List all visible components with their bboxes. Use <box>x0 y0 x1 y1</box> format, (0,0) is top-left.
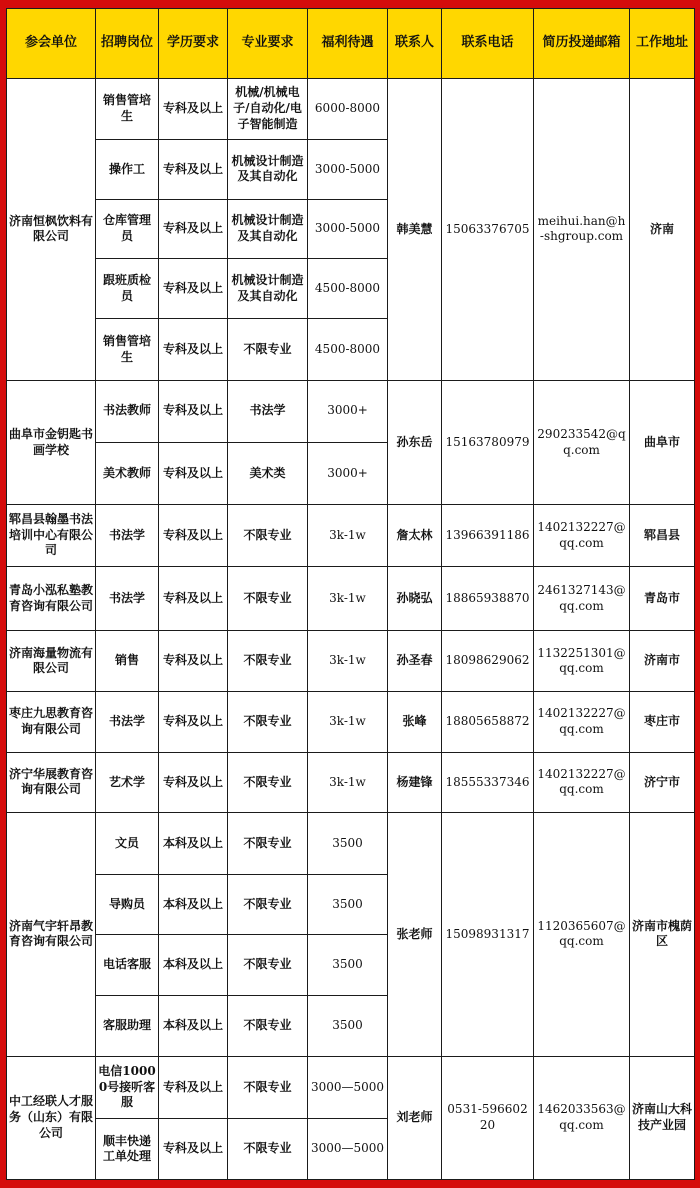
contact-phone: 15163780979 <box>442 380 534 504</box>
table-row <box>7 813 695 875</box>
job-position: 导购员 <box>96 874 159 935</box>
work-address: 济南市 <box>630 631 695 692</box>
work-address: 济宁市 <box>630 752 695 813</box>
job-major: 机械设计制造及其自动化 <box>228 200 308 259</box>
job-position: 跟班质检员 <box>96 258 159 319</box>
job-salary: 3k-1w <box>308 692 388 753</box>
page-frame <box>6 8 694 1180</box>
contact-phone: 15063376705 <box>442 79 534 381</box>
job-salary: 6000-8000 <box>308 79 388 140</box>
contact-email[interactable]: meihui.han@h-shgroup.com <box>534 79 630 381</box>
contact-email[interactable]: 290233542@qq.com <box>534 380 630 504</box>
job-salary: 3500 <box>308 813 388 875</box>
contact-name: 张峰 <box>388 692 442 753</box>
job-salary: 4500-8000 <box>308 258 388 319</box>
job-salary: 3500 <box>308 996 388 1057</box>
header-phone: 联系电话 <box>442 9 534 79</box>
job-education: 专科及以上 <box>159 1119 228 1180</box>
table-row <box>7 752 695 813</box>
work-address: 青岛市 <box>630 566 695 631</box>
table-row <box>7 1056 695 1119</box>
company-name: 青岛小泓私塾教育咨询有限公司 <box>7 566 96 631</box>
job-major: 不限专业 <box>228 935 308 996</box>
contact-phone: 18865938870 <box>442 566 534 631</box>
work-address: 曲阜市 <box>630 380 695 504</box>
job-position: 销售管培生 <box>96 79 159 140</box>
job-education: 专科及以上 <box>159 752 228 813</box>
contact-phone: 13966391186 <box>442 505 534 567</box>
job-salary: 3000-5000 <box>308 200 388 259</box>
job-salary: 3500 <box>308 874 388 935</box>
job-salary: 3000—5000 <box>308 1119 388 1180</box>
job-education: 本科及以上 <box>159 813 228 875</box>
contact-name: 詹太林 <box>388 505 442 567</box>
job-position: 顺丰快递工单处理 <box>96 1119 159 1180</box>
table-row <box>7 631 695 692</box>
company-name: 济南海量物流有限公司 <box>7 631 96 692</box>
job-major: 书法学 <box>228 380 308 442</box>
job-major: 不限专业 <box>228 1119 308 1180</box>
job-salary: 3000-5000 <box>308 139 388 200</box>
job-education: 专科及以上 <box>159 631 228 692</box>
job-salary: 3k-1w <box>308 566 388 631</box>
job-education: 专科及以上 <box>159 258 228 319</box>
contact-phone: 18805658872 <box>442 692 534 753</box>
job-major: 不限专业 <box>228 874 308 935</box>
company-name: 济南气宇轩昂教育咨询有限公司 <box>7 813 96 1056</box>
header-company: 参会单位 <box>7 9 96 79</box>
contact-phone: 18098629062 <box>442 631 534 692</box>
job-major: 不限专业 <box>228 752 308 813</box>
company-name: 郓昌县翰墨书法培训中心有限公司 <box>7 505 96 567</box>
job-salary: 3000+ <box>308 380 388 442</box>
job-major: 不限专业 <box>228 631 308 692</box>
header-salary: 福利待遇 <box>308 9 388 79</box>
job-salary: 3k-1w <box>308 505 388 567</box>
job-position: 销售管培生 <box>96 319 159 381</box>
job-salary: 3000+ <box>308 442 388 505</box>
job-education: 专科及以上 <box>159 566 228 631</box>
contact-phone: 15098931317 <box>442 813 534 1056</box>
job-education: 专科及以上 <box>159 692 228 753</box>
contact-email[interactable]: 1402132227@qq.com <box>534 505 630 567</box>
header-email: 简历投递邮箱 <box>534 9 630 79</box>
job-major: 不限专业 <box>228 566 308 631</box>
company-name: 中工经联人才服务（山东）有限公司 <box>7 1056 96 1179</box>
job-position: 销售 <box>96 631 159 692</box>
work-address: 济南 <box>630 79 695 381</box>
job-major: 不限专业 <box>228 505 308 567</box>
job-education: 本科及以上 <box>159 996 228 1057</box>
contact-name: 韩美慧 <box>388 79 442 381</box>
table-row <box>7 692 695 753</box>
company-name: 济宁华展教育咨询有限公司 <box>7 752 96 813</box>
job-position: 书法学 <box>96 566 159 631</box>
job-salary: 4500-8000 <box>308 319 388 381</box>
job-position: 电信10000号接听客服 <box>96 1056 159 1119</box>
job-position: 客服助理 <box>96 996 159 1057</box>
contact-email[interactable]: 1132251301@qq.com <box>534 631 630 692</box>
job-major: 机械/机械电子/自动化/电子智能制造 <box>228 79 308 140</box>
contact-email[interactable]: 1402132227@qq.com <box>534 752 630 813</box>
header-row <box>7 9 695 79</box>
job-position: 艺术学 <box>96 752 159 813</box>
table-row <box>7 79 695 140</box>
job-education: 专科及以上 <box>159 1056 228 1119</box>
contact-name: 刘老师 <box>388 1056 442 1179</box>
job-salary: 3k-1w <box>308 631 388 692</box>
job-salary: 3000—5000 <box>308 1056 388 1119</box>
job-education: 专科及以上 <box>159 505 228 567</box>
header-address: 工作地址 <box>630 9 695 79</box>
company-name: 济南恒枫饮料有限公司 <box>7 79 96 381</box>
job-position: 书法教师 <box>96 380 159 442</box>
header-major: 专业要求 <box>228 9 308 79</box>
job-position: 美术教师 <box>96 442 159 505</box>
contact-name: 孙晓弘 <box>388 566 442 631</box>
work-address: 郓昌县 <box>630 505 695 567</box>
header-education: 学历要求 <box>159 9 228 79</box>
job-salary: 3500 <box>308 935 388 996</box>
job-position: 书法学 <box>96 692 159 753</box>
job-major: 不限专业 <box>228 319 308 381</box>
header-contact: 联系人 <box>388 9 442 79</box>
job-major: 不限专业 <box>228 813 308 875</box>
work-address: 枣庄市 <box>630 692 695 753</box>
job-major: 机械设计制造及其自动化 <box>228 139 308 200</box>
job-position: 操作工 <box>96 139 159 200</box>
job-position: 电话客服 <box>96 935 159 996</box>
contact-email[interactable]: 2461327143@qq.com <box>534 566 630 631</box>
job-education: 专科及以上 <box>159 319 228 381</box>
job-major: 不限专业 <box>228 692 308 753</box>
contact-phone: 0531-59660220 <box>442 1056 534 1179</box>
contact-name: 孙东岳 <box>388 380 442 504</box>
job-position: 书法学 <box>96 505 159 567</box>
table-row <box>7 505 695 567</box>
job-major: 机械设计制造及其自动化 <box>228 258 308 319</box>
contact-name: 杨建锋 <box>388 752 442 813</box>
table-row <box>7 566 695 631</box>
job-position: 仓库管理员 <box>96 200 159 259</box>
job-education: 本科及以上 <box>159 874 228 935</box>
company-name: 枣庄九思教育咨询有限公司 <box>7 692 96 753</box>
contact-name: 张老师 <box>388 813 442 1056</box>
job-major: 美术类 <box>228 442 308 505</box>
header-position: 招聘岗位 <box>96 9 159 79</box>
job-education: 专科及以上 <box>159 79 228 140</box>
contact-email[interactable]: 1120365607@qq.com <box>534 813 630 1056</box>
job-education: 专科及以上 <box>159 442 228 505</box>
company-name: 曲阜市金钥匙书画学校 <box>7 380 96 504</box>
job-salary: 3k-1w <box>308 752 388 813</box>
job-major: 不限专业 <box>228 1056 308 1119</box>
contact-phone: 18555337346 <box>442 752 534 813</box>
job-education: 专科及以上 <box>159 200 228 259</box>
job-education: 本科及以上 <box>159 935 228 996</box>
recruitment-table <box>6 8 695 1180</box>
contact-email[interactable]: 1402132227@qq.com <box>534 692 630 753</box>
work-address: 济南市槐荫区 <box>630 813 695 1056</box>
job-major: 不限专业 <box>228 996 308 1057</box>
contact-name: 孙圣春 <box>388 631 442 692</box>
job-education: 专科及以上 <box>159 380 228 442</box>
job-education: 专科及以上 <box>159 139 228 200</box>
contact-email[interactable]: 1462033563@qq.com <box>534 1056 630 1179</box>
work-address: 济南山大科技产业园 <box>630 1056 695 1179</box>
table-row <box>7 380 695 442</box>
job-position: 文员 <box>96 813 159 875</box>
